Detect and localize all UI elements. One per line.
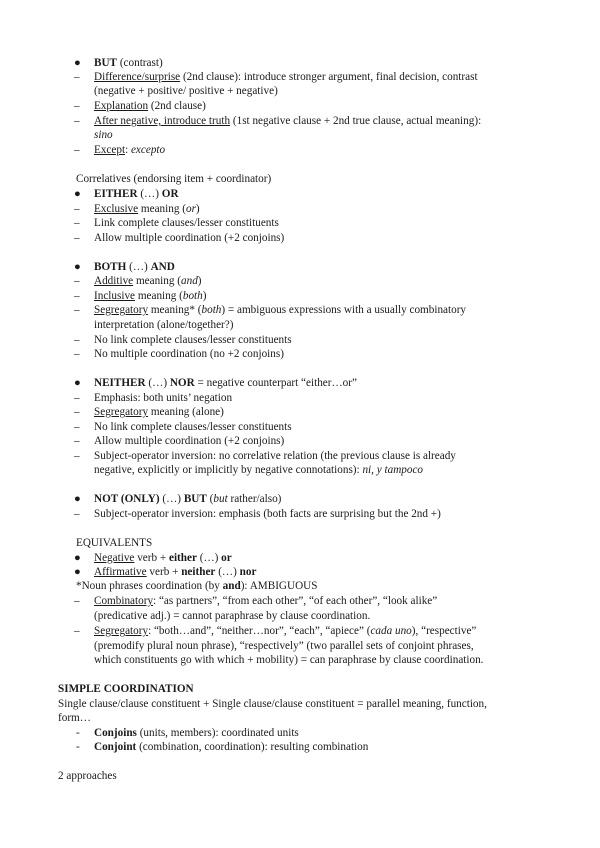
document-page: ● BUT (contrast) – Difference/surprise (2nd clause): introduce stronger argument, final decision, contrast (negative + positive/ positive + negative) – Explanation (2nd clause) – After negative, introduce truth (1st negative clause + 2nd true clause, actual meaning): sino – Except: excepto Correlatives (endorsing item + coordinator) ● EITHER (…) OR – Exclusive meaning (or) – Link complete clauses/lesser constituents – Allow multiple coordination (+2 conjoins) ● BOTH (…) AND – Additive meaning (and) – Inclusive meaning (both) – Segregatory meaning* (both) = ambiguous expressions with a usually combinatory interpretation (alone/together?) – No link complete clauses/lesser constituents – No multiple coordination (no +2 conjoins) ● NEITHER (…) NOR = negative counterpart “either…or” – Emphasis: both units’ negation – Segregatory meaning (alone) – No link complete clauses/lesser constituents – Allow multiple coordination (+2 conjoins) – Subject-operator inversion: no correlative relation (the previous clause is already negative, explicitly or implicitly by negative connotations): ni, y tampoco ● NOT (ONLY) (…) BUT (but rather/also) – Subject-operator inversion: emphasis (both facts are surprising but the 2nd +) EQUIVALENTS ● Negative verb + either (…) or ● Affirmative verb + neither (…) nor *Noun phrases coordination (by and): AMBIGUOUS – Combinatory: “as partners”, “from each other”, “of each other”, “look alike” (predicative adj.) = cannot paraphrase by clause coordination. – Segregatory: “both…and”, “neither…nor”, “each”, “apiece” (cada uno), “respective” (premodify plural noun phrase), “respectively” (two parallel sets of conjoint phrases, which constituents go with which + mobility) = can paraphrase by clause coordination. SIMPLE COORDINATION Single clause/clause constituent + Single clause/clause constituent = parallel meaning, function, form… - Conjoins (units, members): coordinated units - Conjoint (combination, coordination): resulting combination 2 approaches xyxy=(58,57,487,782)
